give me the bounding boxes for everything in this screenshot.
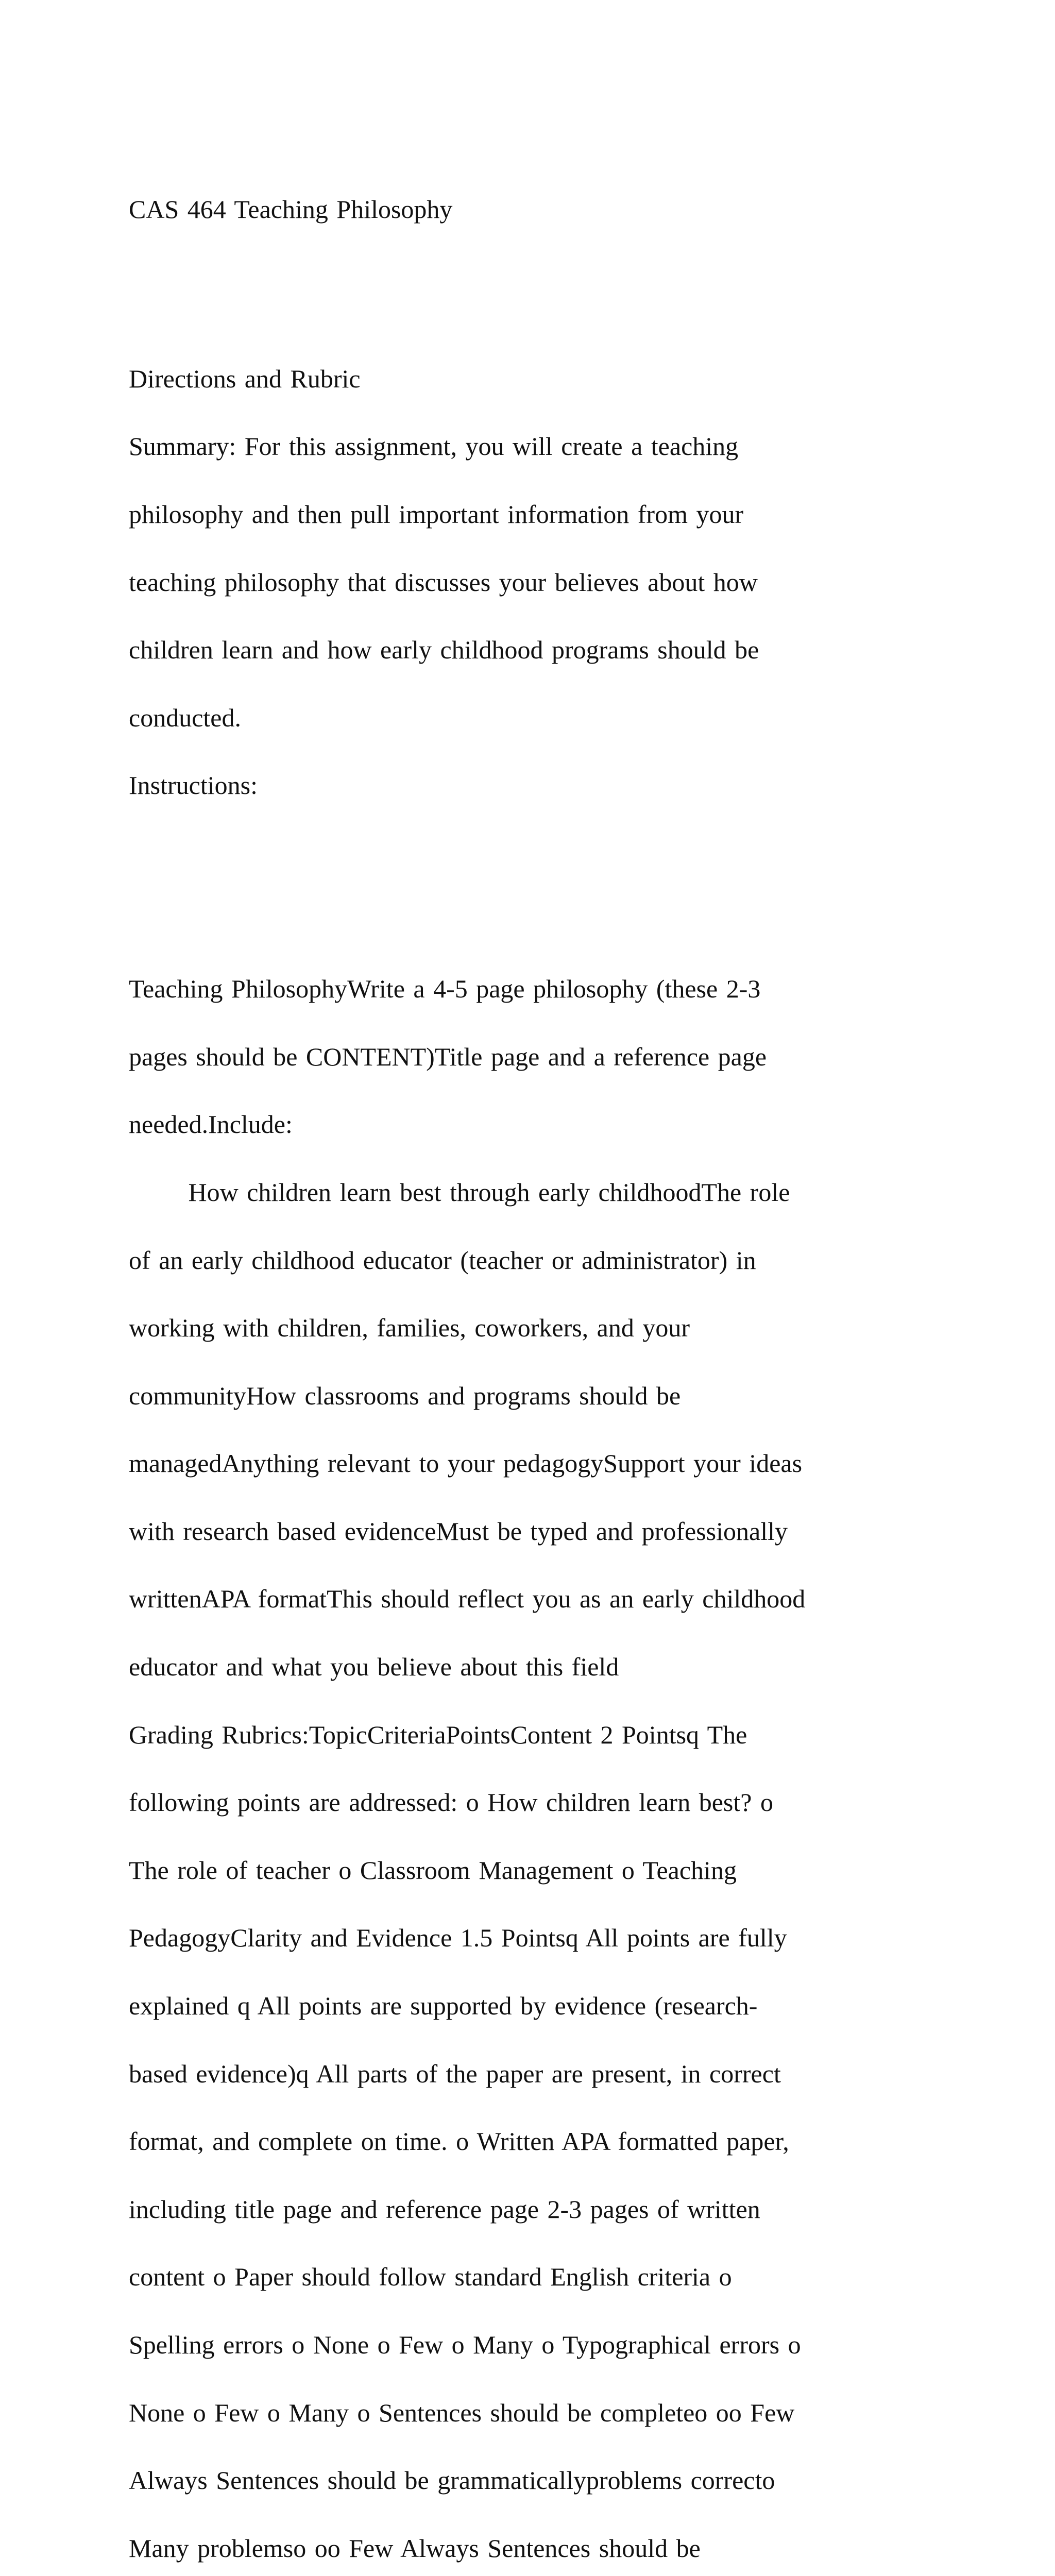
text-line: Grading Rubrics:TopicCriteriaPointsContent 2 Pointsq The bbox=[129, 1720, 747, 1749]
document-body bbox=[129, 159, 932, 2576]
text-line: Teaching PhilosophyWrite a 4-5 page philosophy (these 2-3 bbox=[129, 974, 761, 1004]
text-line: How children learn best through early childhoodThe role bbox=[129, 1177, 790, 1207]
text-line: with research based evidenceMust be typed and professionally bbox=[129, 1516, 788, 1546]
text-line: Summary: For this assignment, you will create a teaching bbox=[129, 432, 739, 461]
text-line: teaching philosophy that discusses your believes about how bbox=[129, 567, 758, 597]
text-line: including title page and reference page 2-3 pages of written bbox=[129, 2194, 760, 2224]
text-line: format, and complete on time. o Written APA formatted paper, bbox=[129, 2127, 789, 2156]
text-line: working with children, families, coworkers, and your bbox=[129, 1313, 690, 1343]
text-line: following points are addressed: o How children learn best? o bbox=[129, 1788, 773, 1817]
text-line: content o Paper should follow standard English criteria o bbox=[129, 2262, 732, 2292]
text-line: writtenAPA formatThis should reflect you as an early childhood bbox=[129, 1584, 806, 1614]
instructions-block bbox=[129, 938, 932, 2576]
document-title: CAS 464 Teaching Philosophy bbox=[129, 194, 453, 224]
text-line: The role of teacher o Classroom Management o Teaching bbox=[129, 1855, 737, 1885]
text-line: Instructions: bbox=[129, 771, 258, 800]
text-line: communityHow classrooms and programs should be bbox=[129, 1381, 681, 1410]
text-line: Always Sentences should be grammaticallyproblems correcto bbox=[129, 2466, 775, 2495]
directions-block bbox=[129, 328, 932, 837]
text-line: pages should be CONTENT)Title page and a reference page bbox=[129, 1042, 767, 1071]
text-line: needed.Include: bbox=[129, 1110, 293, 1139]
text-line: Spelling errors o None o Few o Many o Typographical errors o bbox=[129, 2330, 801, 2359]
text-line: None o Few o Many o Sentences should be completeo oo Few bbox=[129, 2398, 795, 2427]
text-line: Directions and Rubric bbox=[129, 364, 361, 393]
text-line: managedAnything relevant to your pedagogySupport your ideas bbox=[129, 1449, 803, 1478]
text-line: of an early childhood educator (teacher or administrator) in bbox=[129, 1245, 756, 1275]
text-line: explained q All points are supported by evidence (research- bbox=[129, 1991, 758, 2021]
blank-line bbox=[129, 871, 932, 905]
text-line: educator and what you believe about this field bbox=[129, 1652, 619, 1682]
text-line: philosophy and then pull important information from your bbox=[129, 499, 744, 529]
text-line: based evidence)q All parts of the paper are present, in correct bbox=[129, 2059, 781, 2088]
text-line: children learn and how early childhood programs should be bbox=[129, 635, 759, 665]
text-line: conducted. bbox=[129, 703, 241, 732]
text-line: PedagogyClarity and Evidence 1.5 Pointsq All points are fully bbox=[129, 1923, 787, 1953]
blank-line bbox=[129, 260, 932, 294]
text-line: Many problemso oo Few Always Sentences should be bbox=[129, 2533, 701, 2563]
